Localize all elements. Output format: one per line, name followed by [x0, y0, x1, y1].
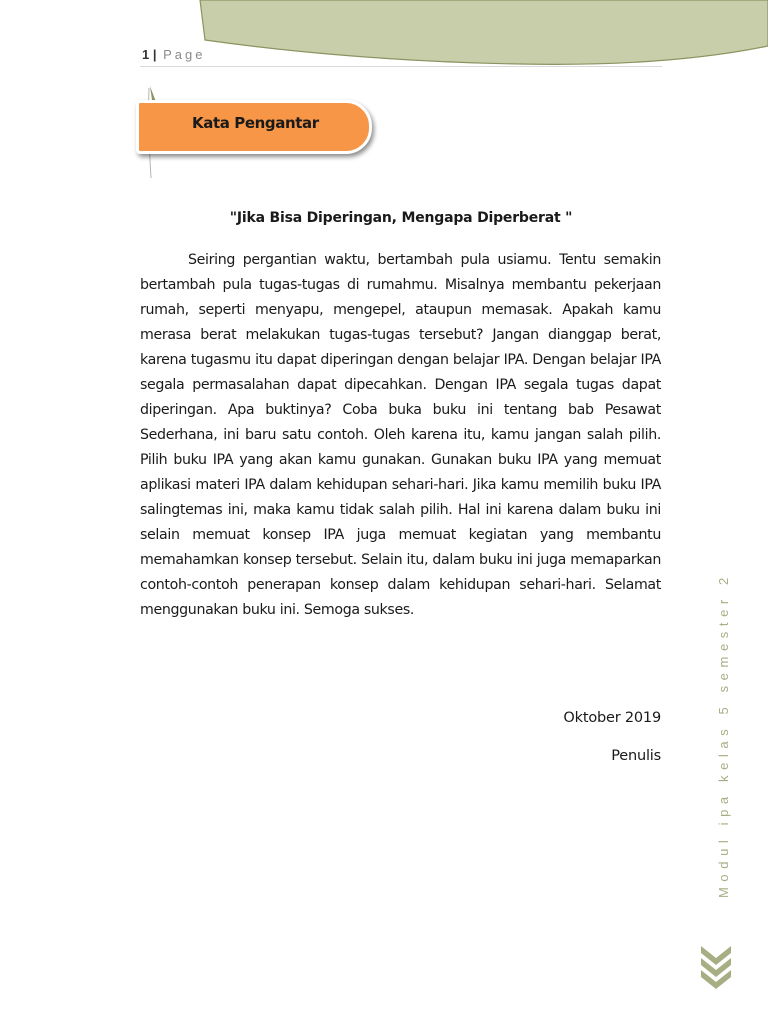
header-rule	[140, 66, 662, 67]
chevron-double-down-icon	[699, 944, 733, 994]
side-title: Modul ipa kelas 5 semester 2	[716, 572, 731, 898]
page-number	[142, 47, 206, 62]
page-word: Page	[163, 47, 206, 62]
title-tab	[136, 100, 372, 154]
quote-heading: "Jika Bisa Diperingan, Mengapa Diperberat "	[229, 210, 573, 226]
page-title: Kata Pengantar	[192, 114, 319, 132]
body-paragraph: Seiring pergantian waktu, bertambah pula usiamu. Tentu semakin bertambah pula tugas-tugas di rumahmu. Misalnya membantu pekerjaan rumah, seperti menyapu, mengepel, ataupun memasak. Apakah kamu merasa berat melakukan tugas-tugas tersebut? Jangan dianggap berat, karena tugasmu itu dapat diperingan dengan belajar IPA. Dengan belajar IPA segala permasalahan dapat dipecahkan. Dengan IPA segala tugas dapat diperingan. Apa buktinya? Coba buka buku ini tentang bab Pesawat Sederhana, ini baru satu contoh. Oleh karena itu, kamu jangan salah pilih. Pilih buku IPA yang akan kamu gunakan. Gunakan buku IPA yang memuat aplikasi materi IPA dalam kehidupan sehari-hari. Jika kamu memilih buku IPA salingtemas ini, maka kamu tidak salah pilih. Hal ini karena dalam buku ini selain memuat konsep IPA juga memuat kegiatan yang membantu memahamkan konsep tersebut. Selain itu, dalam buku ini juga memaparkan contoh-contoh penerapan konsep dalam kehidupan sehari-hari. Selamat menggunakan buku ini. Semoga sukses.	[140, 252, 661, 618]
header-decoration	[0, 0, 768, 70]
date: Oktober 2019	[563, 710, 661, 726]
page-number-value: 1	[142, 47, 150, 62]
page-separator: |	[152, 47, 157, 62]
writer: Penulis	[611, 748, 661, 764]
